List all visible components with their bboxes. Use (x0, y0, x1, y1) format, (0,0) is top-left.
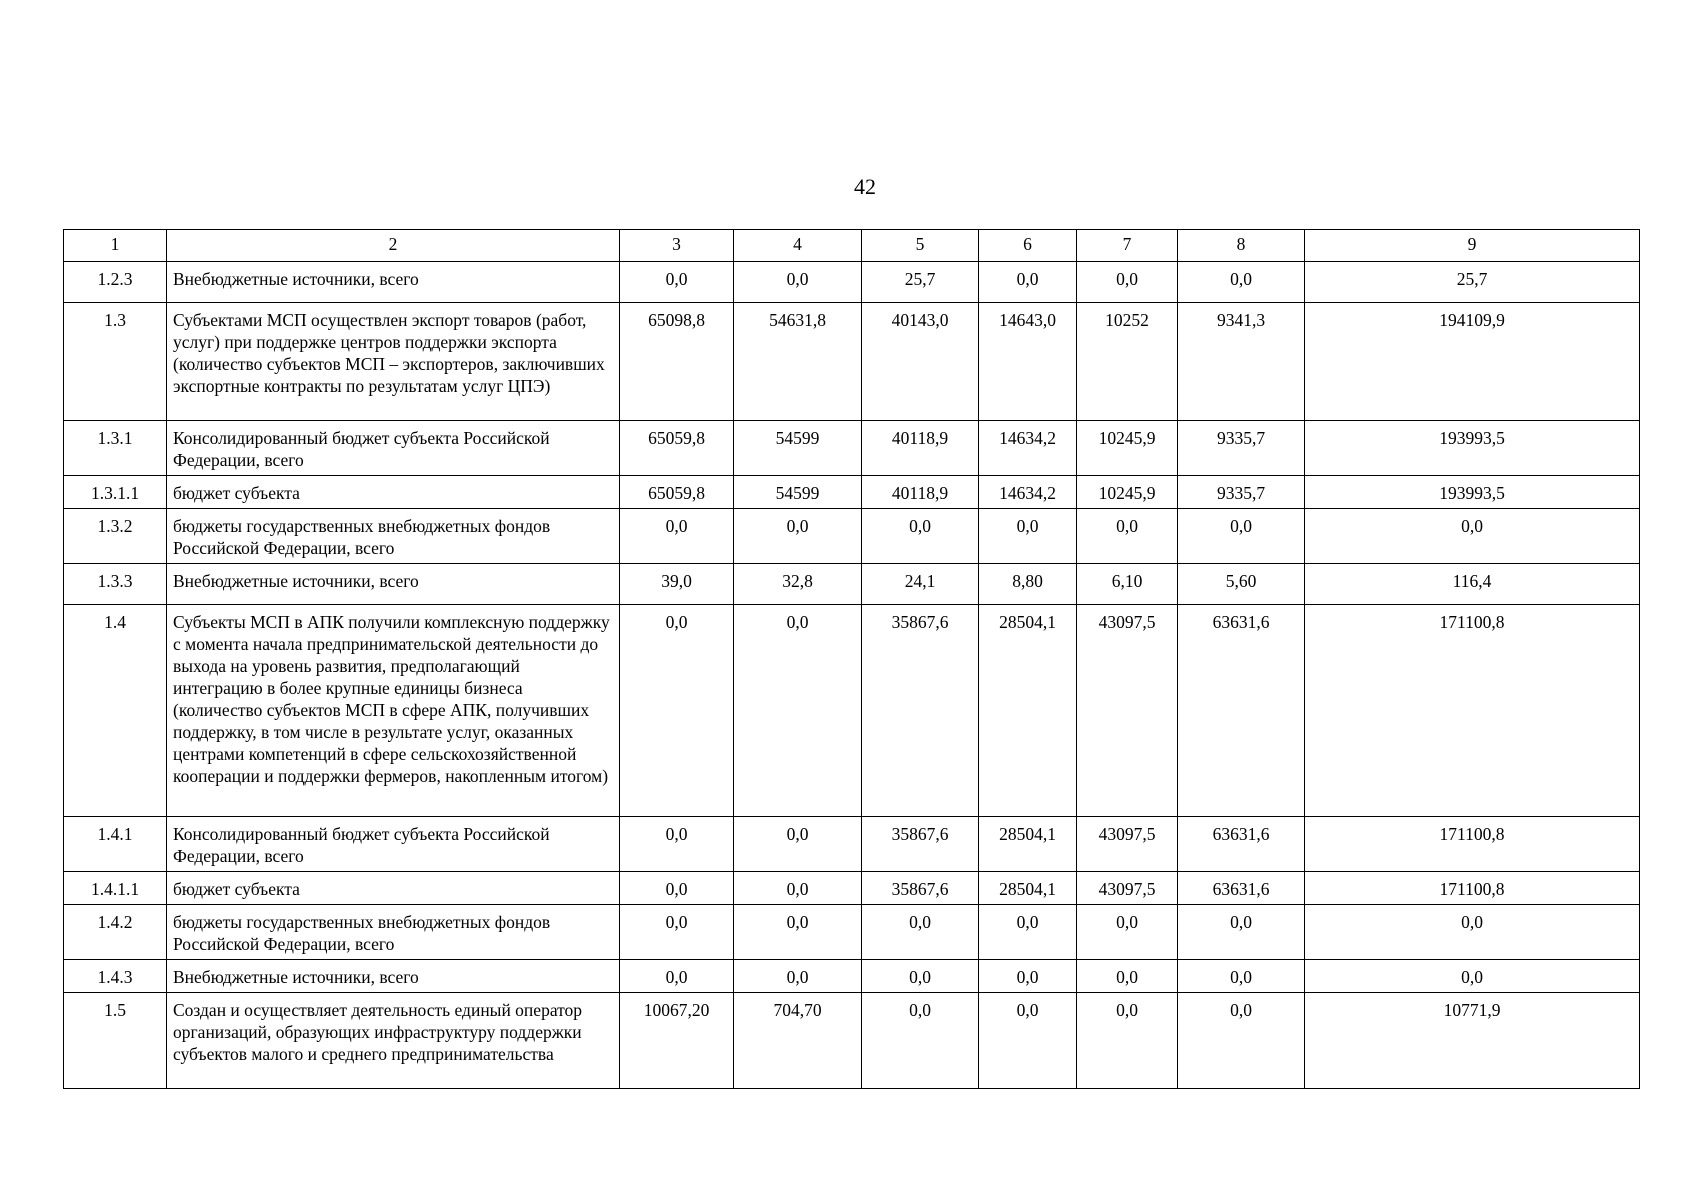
row-number-cell: 1.2.3 (64, 262, 167, 303)
header-cell: 4 (734, 230, 862, 262)
value-cell: 0,0 (620, 817, 734, 872)
row-name-cell: бюджет субъекта (167, 872, 620, 905)
value-cell: 193993,5 (1305, 421, 1640, 476)
value-cell: 0,0 (979, 960, 1077, 993)
value-cell: 9341,3 (1178, 303, 1305, 421)
value-cell: 0,0 (1178, 993, 1305, 1089)
value-cell: 63631,6 (1178, 605, 1305, 817)
row-name-cell: Консолидированный бюджет субъекта Российской Федерации, всего (167, 817, 620, 872)
table-row (64, 509, 1640, 564)
value-cell: 0,0 (734, 509, 862, 564)
value-cell: 704,70 (734, 993, 862, 1089)
value-cell: 63631,6 (1178, 817, 1305, 872)
value-cell: 43097,5 (1077, 605, 1178, 817)
value-cell: 43097,5 (1077, 872, 1178, 905)
value-cell: 25,7 (1305, 262, 1640, 303)
row-number-cell: 1.4.1 (64, 817, 167, 872)
value-cell: 54599 (734, 421, 862, 476)
value-cell: 0,0 (1077, 262, 1178, 303)
value-cell: 10771,9 (1305, 993, 1640, 1089)
value-cell: 35867,6 (862, 872, 979, 905)
value-cell: 193993,5 (1305, 476, 1640, 509)
value-cell: 171100,8 (1305, 872, 1640, 905)
header-cell: 3 (620, 230, 734, 262)
table-row (64, 262, 1640, 303)
value-cell: 65059,8 (620, 476, 734, 509)
value-cell: 0,0 (1178, 960, 1305, 993)
value-cell: 28504,1 (979, 605, 1077, 817)
header-cell: 1 (64, 230, 167, 262)
value-cell: 14634,2 (979, 421, 1077, 476)
value-cell: 0,0 (620, 960, 734, 993)
value-cell: 9335,7 (1178, 421, 1305, 476)
row-name-cell: бюджеты государственных внебюджетных фондов Российской Федерации, всего (167, 905, 620, 960)
value-cell: 54631,8 (734, 303, 862, 421)
value-cell: 14643,0 (979, 303, 1077, 421)
value-cell: 6,10 (1077, 564, 1178, 605)
page-number: 42 (854, 174, 876, 199)
header-cell: 7 (1077, 230, 1178, 262)
value-cell: 8,80 (979, 564, 1077, 605)
value-cell: 35867,6 (862, 605, 979, 817)
value-cell: 32,8 (734, 564, 862, 605)
table-row (64, 817, 1640, 872)
row-number-cell: 1.3 (64, 303, 167, 421)
value-cell: 0,0 (1305, 960, 1640, 993)
row-number-cell: 1.3.3 (64, 564, 167, 605)
value-cell: 28504,1 (979, 872, 1077, 905)
table-header-row (64, 230, 1640, 262)
value-cell: 25,7 (862, 262, 979, 303)
header-cell: 9 (1305, 230, 1640, 262)
value-cell: 40118,9 (862, 421, 979, 476)
value-cell: 0,0 (862, 993, 979, 1089)
header-cell: 5 (862, 230, 979, 262)
value-cell: 0,0 (1077, 905, 1178, 960)
row-number-cell: 1.5 (64, 993, 167, 1089)
value-cell: 0,0 (620, 262, 734, 303)
value-cell: 0,0 (1178, 509, 1305, 564)
value-cell: 0,0 (620, 872, 734, 905)
value-cell: 0,0 (1178, 262, 1305, 303)
value-cell: 0,0 (734, 905, 862, 960)
row-name-cell: бюджеты государственных внебюджетных фондов Российской Федерации, всего (167, 509, 620, 564)
value-cell: 24,1 (862, 564, 979, 605)
value-cell: 0,0 (734, 872, 862, 905)
value-cell: 10252 (1077, 303, 1178, 421)
value-cell: 10245,9 (1077, 421, 1178, 476)
value-cell: 0,0 (979, 262, 1077, 303)
table-row (64, 872, 1640, 905)
table-row (64, 993, 1640, 1089)
value-cell: 171100,8 (1305, 817, 1640, 872)
row-number-cell: 1.3.1.1 (64, 476, 167, 509)
row-name-cell: Субъекты МСП в АПК получили комплексную поддержку с момента начала предпринимательской деятельности до выхода на уровень развития, предполагающий интеграцию в более крупные единицы бизнеса (количество субъектов МСП в сфере АПК, получивших поддержку, в том числе в результате услуг, оказанных центрами компетенций в сфере сельскохозяйственной кооперации и поддержки фермеров, накопленным итогом) (167, 605, 620, 817)
row-name-cell: Внебюджетные источники, всего (167, 262, 620, 303)
value-cell: 171100,8 (1305, 605, 1640, 817)
table-row (64, 564, 1640, 605)
row-name-cell: Создан и осуществляет деятельность единый оператор организаций, образующих инфраструктуру поддержки субъектов малого и среднего предпринимательства (167, 993, 620, 1089)
value-cell: 0,0 (734, 817, 862, 872)
row-number-cell: 1.3.2 (64, 509, 167, 564)
value-cell: 65059,8 (620, 421, 734, 476)
value-cell: 0,0 (862, 960, 979, 993)
value-cell: 0,0 (620, 605, 734, 817)
row-number-cell: 1.4.2 (64, 905, 167, 960)
value-cell: 0,0 (1077, 509, 1178, 564)
row-name-cell: Внебюджетные источники, всего (167, 564, 620, 605)
row-name-cell: бюджет субъекта (167, 476, 620, 509)
table-row (64, 303, 1640, 421)
value-cell: 194109,9 (1305, 303, 1640, 421)
row-number-cell: 1.4.3 (64, 960, 167, 993)
value-cell: 0,0 (979, 905, 1077, 960)
data-table (63, 229, 1640, 1089)
value-cell: 43097,5 (1077, 817, 1178, 872)
header-cell: 6 (979, 230, 1077, 262)
value-cell: 0,0 (620, 905, 734, 960)
value-cell: 0,0 (734, 605, 862, 817)
table-row (64, 905, 1640, 960)
value-cell: 0,0 (1305, 905, 1640, 960)
value-cell: 0,0 (1305, 509, 1640, 564)
table-row (64, 960, 1640, 993)
row-name-cell: Субъектами МСП осуществлен экспорт товаров (работ, услуг) при поддержке центров поддержки экспорта (количество субъектов МСП – экспортеров, заключивших экспортные контракты по результатам услуг ЦПЭ) (167, 303, 620, 421)
row-number-cell: 1.4.1.1 (64, 872, 167, 905)
value-cell: 40143,0 (862, 303, 979, 421)
table-row (64, 605, 1640, 817)
row-number-cell: 1.4 (64, 605, 167, 817)
table-row (64, 421, 1640, 476)
value-cell: 0,0 (620, 509, 734, 564)
row-name-cell: Внебюджетные источники, всего (167, 960, 620, 993)
row-name-cell: Консолидированный бюджет субъекта Российской Федерации, всего (167, 421, 620, 476)
value-cell: 0,0 (1178, 905, 1305, 960)
value-cell: 0,0 (734, 960, 862, 993)
value-cell: 39,0 (620, 564, 734, 605)
value-cell: 9335,7 (1178, 476, 1305, 509)
value-cell: 0,0 (862, 905, 979, 960)
header-cell: 2 (167, 230, 620, 262)
value-cell: 10067,20 (620, 993, 734, 1089)
value-cell: 10245,9 (1077, 476, 1178, 509)
value-cell: 116,4 (1305, 564, 1640, 605)
value-cell: 54599 (734, 476, 862, 509)
value-cell: 0,0 (734, 262, 862, 303)
value-cell: 40118,9 (862, 476, 979, 509)
row-number-cell: 1.3.1 (64, 421, 167, 476)
value-cell: 5,60 (1178, 564, 1305, 605)
value-cell: 0,0 (1077, 960, 1178, 993)
value-cell: 0,0 (979, 509, 1077, 564)
header-cell: 8 (1178, 230, 1305, 262)
value-cell: 0,0 (979, 993, 1077, 1089)
value-cell: 63631,6 (1178, 872, 1305, 905)
value-cell: 35867,6 (862, 817, 979, 872)
value-cell: 0,0 (1077, 993, 1178, 1089)
value-cell: 0,0 (862, 509, 979, 564)
value-cell: 65098,8 (620, 303, 734, 421)
table-row (64, 476, 1640, 509)
value-cell: 28504,1 (979, 817, 1077, 872)
value-cell: 14634,2 (979, 476, 1077, 509)
